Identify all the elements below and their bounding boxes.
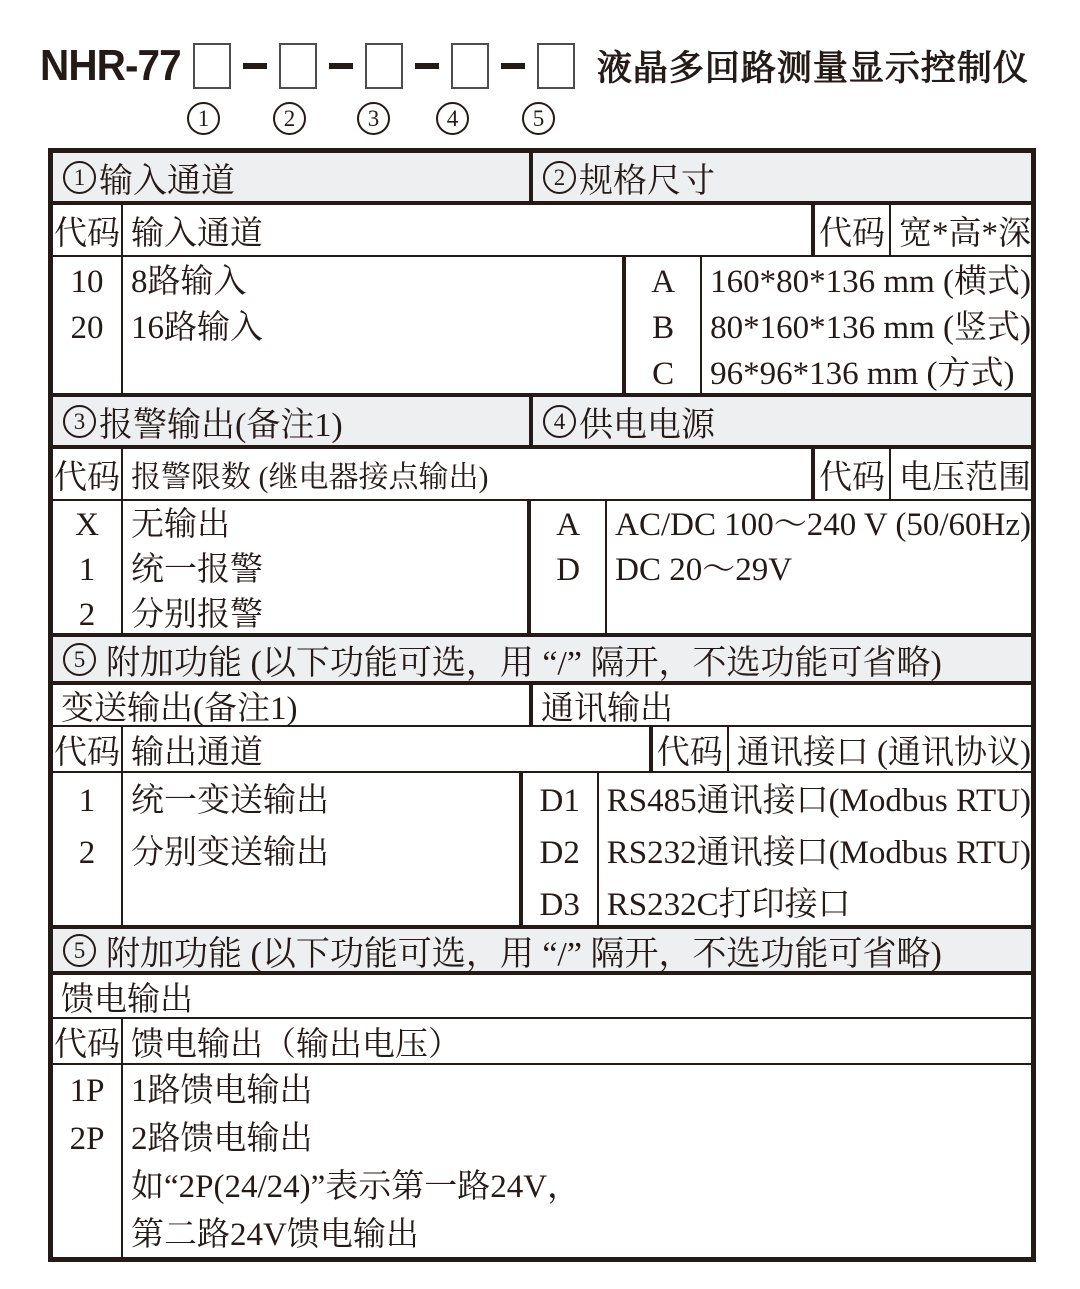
code-value: 2 bbox=[78, 597, 96, 633]
desc-value: 80*160*136 mm (竖式) bbox=[710, 310, 1031, 346]
section3-codes bbox=[53, 501, 123, 633]
section2-title-text: 规格尺寸 bbox=[579, 162, 715, 200]
model-code-box-4 bbox=[451, 43, 489, 89]
extra-functions-title bbox=[53, 929, 1031, 971]
position-marker-5: 5 bbox=[522, 102, 555, 135]
position-marker-3: 3 bbox=[357, 102, 390, 135]
transmit-subtitle: 变送输出(备注1) bbox=[53, 685, 533, 725]
section1-desc-header: 输入通道 bbox=[131, 215, 263, 252]
circled-number-icon: 5 bbox=[63, 643, 96, 676]
section3-descs bbox=[123, 501, 527, 633]
comm-desc-header: 通讯接口 (通讯协议) bbox=[736, 734, 1031, 771]
section4-title-text: 供电电源 bbox=[579, 406, 715, 444]
section2-codes bbox=[626, 257, 702, 393]
feed-subtitle-row bbox=[53, 975, 1031, 1019]
code-value: X bbox=[75, 507, 99, 543]
circled-number-icon: 5 bbox=[63, 934, 96, 967]
section2-descs bbox=[702, 257, 1031, 393]
code-column-header: 代码 bbox=[53, 449, 123, 499]
desc-value: 1路馈电输出 bbox=[131, 1073, 313, 1109]
desc-value: RS232C打印接口 bbox=[606, 887, 851, 923]
section3-title bbox=[53, 397, 533, 445]
column-header-row-1 bbox=[53, 205, 1031, 257]
section-title-row-2 bbox=[53, 397, 1031, 449]
dash-separator bbox=[329, 63, 353, 69]
code-value: C bbox=[652, 356, 675, 392]
transmit-desc-header: 输出通道 bbox=[131, 734, 263, 771]
model-code-box-2 bbox=[279, 43, 317, 89]
feed-subtitle: 馈电输出 bbox=[61, 981, 193, 1018]
desc-value: 160*80*136 mm (横式) bbox=[710, 264, 1031, 300]
position-markers bbox=[0, 102, 1080, 138]
code-column-header: 代码 bbox=[53, 205, 123, 255]
desc-value: 统一变送输出 bbox=[131, 783, 329, 819]
code-value: 20 bbox=[70, 310, 104, 346]
code-value: D2 bbox=[539, 835, 580, 871]
extra-functions-band-1 bbox=[53, 637, 1031, 685]
model-code-box-3 bbox=[365, 43, 403, 89]
comm-codes bbox=[523, 773, 599, 925]
subsection-title-row bbox=[53, 685, 1031, 727]
desc-value: 16路输入 bbox=[131, 310, 263, 346]
comm-subtitle: 通讯输出 bbox=[541, 690, 673, 727]
column-header-row-4 bbox=[53, 1019, 1031, 1065]
code-value: 2P bbox=[69, 1121, 105, 1157]
desc-value: 第二路24V馈电输出 bbox=[131, 1217, 419, 1253]
code-column-header: 代码 bbox=[53, 727, 123, 771]
section2-title bbox=[533, 153, 1031, 201]
data-row-block-3 bbox=[53, 773, 1031, 929]
section4-codes bbox=[531, 501, 607, 633]
section2-desc-header: 宽*高*深 bbox=[899, 215, 1031, 252]
section4-title bbox=[533, 397, 1031, 445]
code-value: 10 bbox=[70, 264, 104, 300]
section-title-row-1 bbox=[53, 153, 1031, 205]
position-marker-2: 2 bbox=[273, 102, 306, 135]
position-marker-1: 1 bbox=[187, 102, 220, 135]
extra-functions-band-2 bbox=[53, 929, 1031, 975]
model-name: NHR-77 bbox=[40, 41, 181, 90]
transmit-codes bbox=[53, 773, 123, 925]
comm-descs bbox=[599, 773, 1031, 925]
desc-value: RS485通讯接口(Modbus RTU) bbox=[606, 783, 1031, 819]
desc-value: AC/DC 100～240 V (50/60Hz) bbox=[615, 507, 1031, 543]
data-row-block-2 bbox=[53, 501, 1031, 637]
extra-functions-title-text: 附加功能 (以下功能可选，用 “/” 隔开，不选功能可省略) bbox=[106, 935, 942, 973]
data-row-block-1 bbox=[53, 257, 1031, 397]
code-value: D1 bbox=[539, 783, 580, 819]
circled-number-icon: 2 bbox=[543, 161, 576, 194]
model-code-box-5 bbox=[537, 43, 575, 89]
model-code-box-1 bbox=[193, 43, 231, 89]
section1-title bbox=[53, 153, 533, 201]
code-value: B bbox=[652, 310, 675, 346]
desc-value: DC 20～29V bbox=[615, 552, 793, 588]
code-column-header: 代码 bbox=[815, 449, 891, 499]
code-column-header: 代码 bbox=[53, 1019, 123, 1063]
code-value: 1 bbox=[78, 552, 96, 588]
section1-codes bbox=[53, 257, 123, 393]
section4-descs bbox=[607, 501, 1031, 633]
section3-title-text: 报警输出(备注1) bbox=[99, 406, 343, 444]
product-name: 液晶多回路测量显示控制仪 bbox=[596, 49, 1029, 88]
circled-number-icon: 3 bbox=[63, 405, 96, 438]
feed-desc-header: 馈电输出（输出电压） bbox=[131, 1026, 461, 1063]
extra-functions-title-text: 附加功能 (以下功能可选，用 “/” 隔开，不选功能可省略) bbox=[106, 644, 942, 682]
desc-value: 如“2P(24/24)”表示第一路24V， bbox=[131, 1169, 581, 1205]
section3-desc-header: 报警限数 (继电器接点输出) bbox=[131, 461, 489, 494]
code-value: 2 bbox=[78, 835, 96, 871]
code-column-header: 代码 bbox=[815, 205, 891, 255]
model-code-row bbox=[40, 40, 1029, 92]
desc-value: 96*96*136 mm (方式) bbox=[710, 356, 1015, 392]
dash-separator bbox=[243, 63, 267, 69]
desc-value: 8路输入 bbox=[131, 264, 247, 300]
code-value: A bbox=[651, 264, 676, 300]
desc-value: RS232通讯接口(Modbus RTU) bbox=[606, 835, 1031, 871]
desc-value: 统一报警 bbox=[131, 552, 263, 588]
data-row-block-4 bbox=[53, 1065, 1031, 1259]
desc-value: 分别变送输出 bbox=[131, 835, 329, 871]
dash-separator bbox=[501, 63, 525, 69]
desc-value: 无输出 bbox=[131, 507, 230, 543]
desc-value: 分别报警 bbox=[131, 597, 263, 633]
section1-descs bbox=[123, 257, 622, 393]
section1-title-text: 输入通道 bbox=[99, 162, 235, 200]
transmit-descs bbox=[123, 773, 519, 925]
code-value: D3 bbox=[539, 887, 580, 923]
code-value: D bbox=[556, 552, 581, 588]
extra-functions-title bbox=[53, 637, 1031, 681]
dash-separator bbox=[415, 63, 439, 69]
code-value: 1P bbox=[69, 1073, 105, 1109]
section4-desc-header: 电压范围 bbox=[899, 459, 1031, 496]
column-header-row-2 bbox=[53, 449, 1031, 501]
code-value: A bbox=[556, 507, 581, 543]
code-value: 1 bbox=[78, 783, 96, 819]
column-header-row-3 bbox=[53, 727, 1031, 773]
feed-codes bbox=[53, 1065, 123, 1259]
position-marker-4: 4 bbox=[436, 102, 469, 135]
feed-descs bbox=[123, 1065, 1031, 1259]
ordering-table bbox=[48, 148, 1036, 1262]
code-column-header: 代码 bbox=[653, 727, 729, 771]
circled-number-icon: 1 bbox=[63, 161, 96, 194]
desc-value: 2路馈电输出 bbox=[131, 1121, 313, 1157]
circled-number-icon: 4 bbox=[543, 405, 576, 438]
